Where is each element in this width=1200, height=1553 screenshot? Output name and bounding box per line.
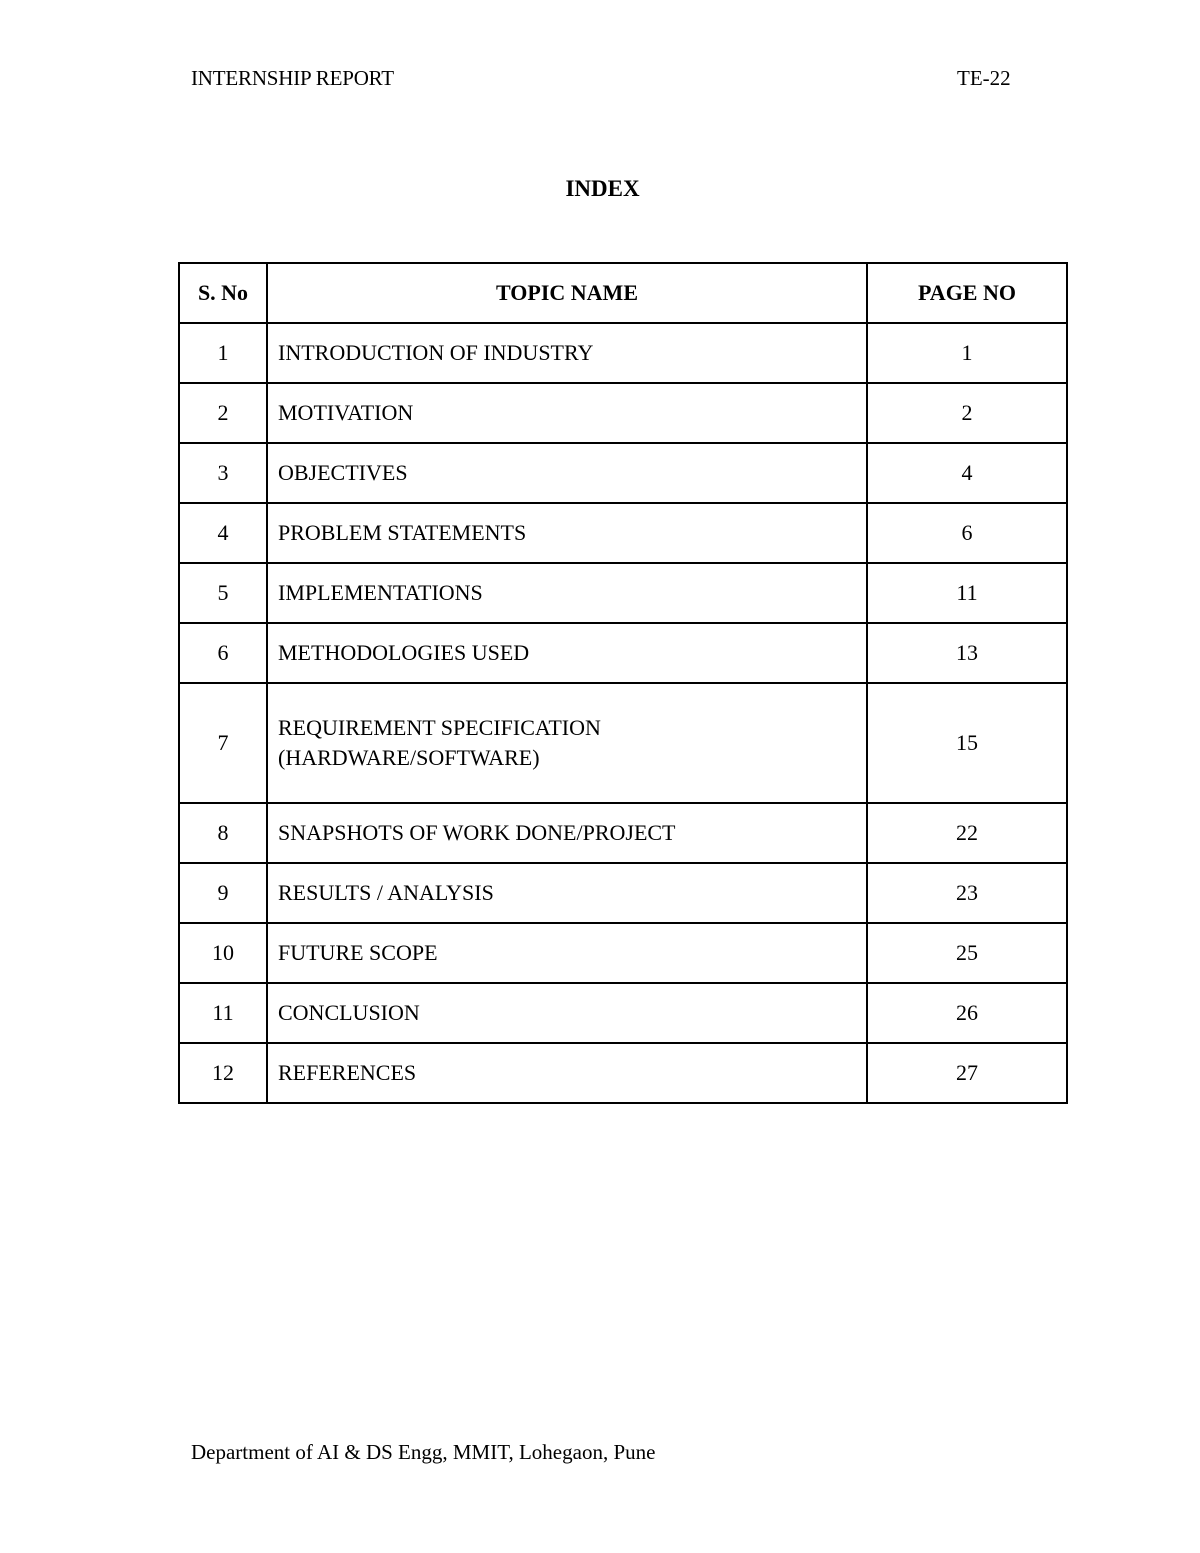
row-topic: FUTURE SCOPE bbox=[267, 923, 867, 983]
row-topic-line-1: REQUIREMENT SPECIFICATION bbox=[278, 715, 601, 740]
row-topic bbox=[267, 683, 867, 803]
row-sno: 10 bbox=[179, 923, 267, 983]
table-header-row bbox=[179, 263, 1067, 323]
page-title: INDEX bbox=[565, 176, 640, 201]
row-page: 25 bbox=[867, 923, 1067, 983]
column-header-page: PAGE NO bbox=[867, 263, 1067, 323]
row-sno: 8 bbox=[179, 803, 267, 863]
table-row bbox=[179, 683, 1067, 803]
row-sno: 9 bbox=[179, 863, 267, 923]
row-page: 13 bbox=[867, 623, 1067, 683]
row-page: 23 bbox=[867, 863, 1067, 923]
row-sno: 12 bbox=[179, 1043, 267, 1103]
row-page: 22 bbox=[867, 803, 1067, 863]
row-sno: 6 bbox=[179, 623, 267, 683]
row-page: 2 bbox=[867, 383, 1067, 443]
table-row bbox=[179, 863, 1067, 923]
row-topic: INTRODUCTION OF INDUSTRY bbox=[267, 323, 867, 383]
row-sno: 5 bbox=[179, 563, 267, 623]
row-page: 11 bbox=[867, 563, 1067, 623]
header-report-title: INTERNSHIP REPORT bbox=[191, 66, 394, 90]
row-topic: RESULTS / ANALYSIS bbox=[267, 863, 867, 923]
column-header-sno: S. No bbox=[179, 263, 267, 323]
table-row bbox=[179, 503, 1067, 563]
row-topic: PROBLEM STATEMENTS bbox=[267, 503, 867, 563]
row-topic: IMPLEMENTATIONS bbox=[267, 563, 867, 623]
table-row bbox=[179, 563, 1067, 623]
row-topic: OBJECTIVES bbox=[267, 443, 867, 503]
table-row bbox=[179, 323, 1067, 383]
row-topic: REFERENCES bbox=[267, 1043, 867, 1103]
row-page: 27 bbox=[867, 1043, 1067, 1103]
row-page: 4 bbox=[867, 443, 1067, 503]
row-sno: 1 bbox=[179, 323, 267, 383]
page-footer: Department of AI & DS Engg, MMIT, Lohegaon, Pune bbox=[191, 1440, 656, 1464]
row-topic: SNAPSHOTS OF WORK DONE/PROJECT bbox=[267, 803, 867, 863]
row-topic: MOTIVATION bbox=[267, 383, 867, 443]
row-sno: 7 bbox=[179, 683, 267, 803]
index-table bbox=[178, 262, 1068, 1104]
table-row bbox=[179, 803, 1067, 863]
table-row bbox=[179, 1043, 1067, 1103]
row-sno: 4 bbox=[179, 503, 267, 563]
table-row bbox=[179, 443, 1067, 503]
column-header-topic: TOPIC NAME bbox=[267, 263, 867, 323]
row-page: 26 bbox=[867, 983, 1067, 1043]
row-page: 6 bbox=[867, 503, 1067, 563]
table-row bbox=[179, 983, 1067, 1043]
row-page: 1 bbox=[867, 323, 1067, 383]
table-row bbox=[179, 623, 1067, 683]
row-topic: CONCLUSION bbox=[267, 983, 867, 1043]
row-sno: 2 bbox=[179, 383, 267, 443]
row-topic: METHODOLOGIES USED bbox=[267, 623, 867, 683]
row-sno: 11 bbox=[179, 983, 267, 1043]
table-row bbox=[179, 923, 1067, 983]
row-sno: 3 bbox=[179, 443, 267, 503]
header-class-code: TE-22 bbox=[957, 66, 1011, 90]
row-page: 15 bbox=[867, 683, 1067, 803]
row-topic-line-2: (HARDWARE/SOFTWARE) bbox=[278, 745, 540, 770]
table-row bbox=[179, 383, 1067, 443]
